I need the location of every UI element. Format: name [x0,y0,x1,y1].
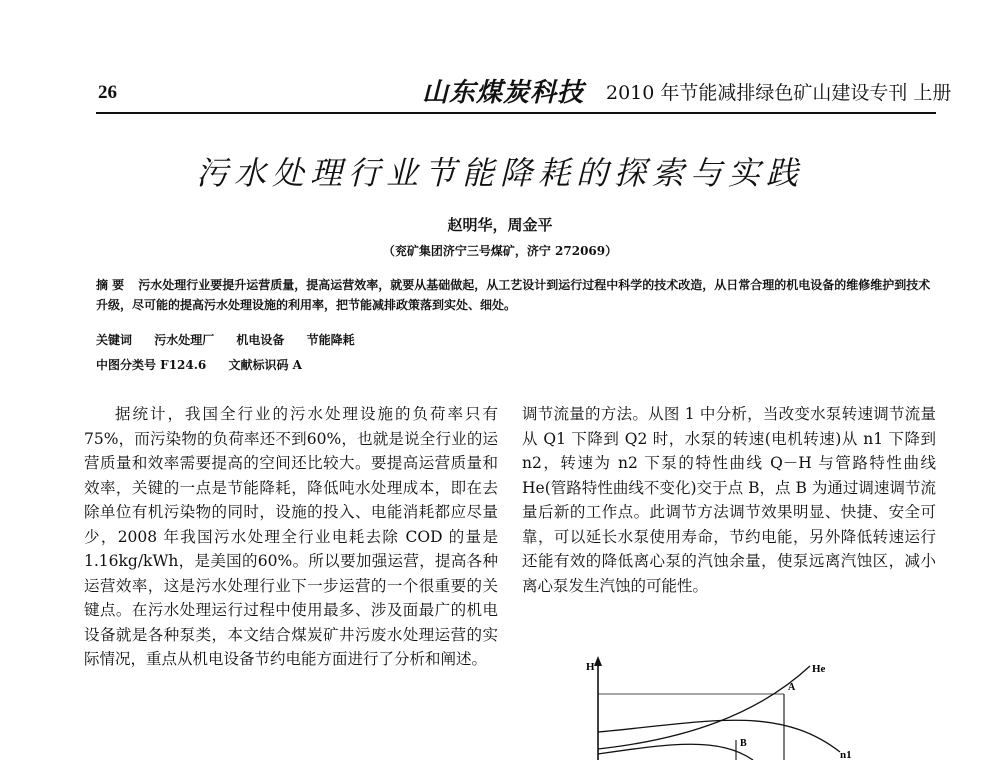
affiliation: （兖矿集团济宁三号煤矿，济宁 272069） [382,244,618,258]
article-title: 污水处理行业节能降耗的探索与实践 [195,154,804,192]
keyword-item: 机电设备 [236,333,285,347]
body-left-column [84,402,498,672]
issue-title: 2010 年节能减排绿色矿山建设专刊 上册 [606,82,952,104]
abstract-text: 污水处理行业要提升运营质量，提高运营效率，就要从基础做起，从工艺设计到运行过程中科学的技术改造，从日常合理的机电设备的维修维护到技术升级，尽可能的提高污水处理设施的利用率，把节能减排政策落到实处、细处。 [96,278,931,312]
pump-curve-diagram [578,654,878,760]
journal-name: 山东煤炭科技 [422,78,585,108]
point-a-label: A [788,682,796,693]
authors: 赵明华，周金平 [447,216,553,234]
curve-n1-label: n1 [840,749,852,760]
doc-code: 文献标识码 A [228,358,302,372]
keyword-item: 节能降耗 [306,333,355,347]
abstract-label: 摘 要 [96,278,125,292]
y-axis-label: H [586,661,595,673]
header-rule [96,112,936,114]
pipe-curve-he [598,666,810,749]
curve-he-label: He [812,663,826,675]
body-paragraph: 据统计，我国全行业的污水处理设施的负荷率只有75%，而污染物的负荷率还不到60%，也就是说全行业的运营质量和效率需要提高的空间还比较大。要提高运营质量和效率，关键的一点是节能降耗，降低吨水处理成本，即在去除单位有机污染物的同时，设施的投入、电能消耗都应尽量少，2008 年我国污水处理全行业电耗去除 COD 的量是 1.16kg/kWh，是美国的60%。所以要加强运营，提高各种运营效率，这是污水处理行业下一步运营的一个很重要的关键点。在污水处理运行过程中使用最多、涉及面最广的机电设备就是各种泵类，本文结合煤炭矿井污废水处理运营的实际情况，重点从机电设备节约电能方面进行了分析和阐述。 [84,405,498,668]
page-number: 26 [98,82,117,103]
keywords-label: 关键词 [96,333,133,347]
classification [96,356,320,373]
keywords [96,331,373,348]
point-b-label: B [740,738,747,749]
figure-1 [578,654,878,760]
abstract [96,275,938,315]
y-axis-arrow [594,656,602,666]
body-right-column [522,402,936,598]
body-paragraph: 调节流量的方法。从图 1 中分析，当改变水泵转速调节流量从 Q1 下降到 Q2 时，水泵的转速(电机转速)从 n1 下降到 n2，转速为 n2 下泵的特性曲线 Q－H 与管路特性曲线 He(管路特性曲线不变化)交于点 B，点 B 为通过调速调节流量后新的工作点。此调节方法调节效果明显、快捷、安全可靠，可以延长水泵使用寿命，节约电能，另外降低转速运行还能有效的降低离心泵的汽蚀余量，使泵远离汽蚀区，减小离心泵发生汽蚀的可能性。 [522,405,936,595]
keyword-item: 污水处理厂 [154,333,215,347]
class-number: 中图分类号 F124.6 [96,358,207,372]
